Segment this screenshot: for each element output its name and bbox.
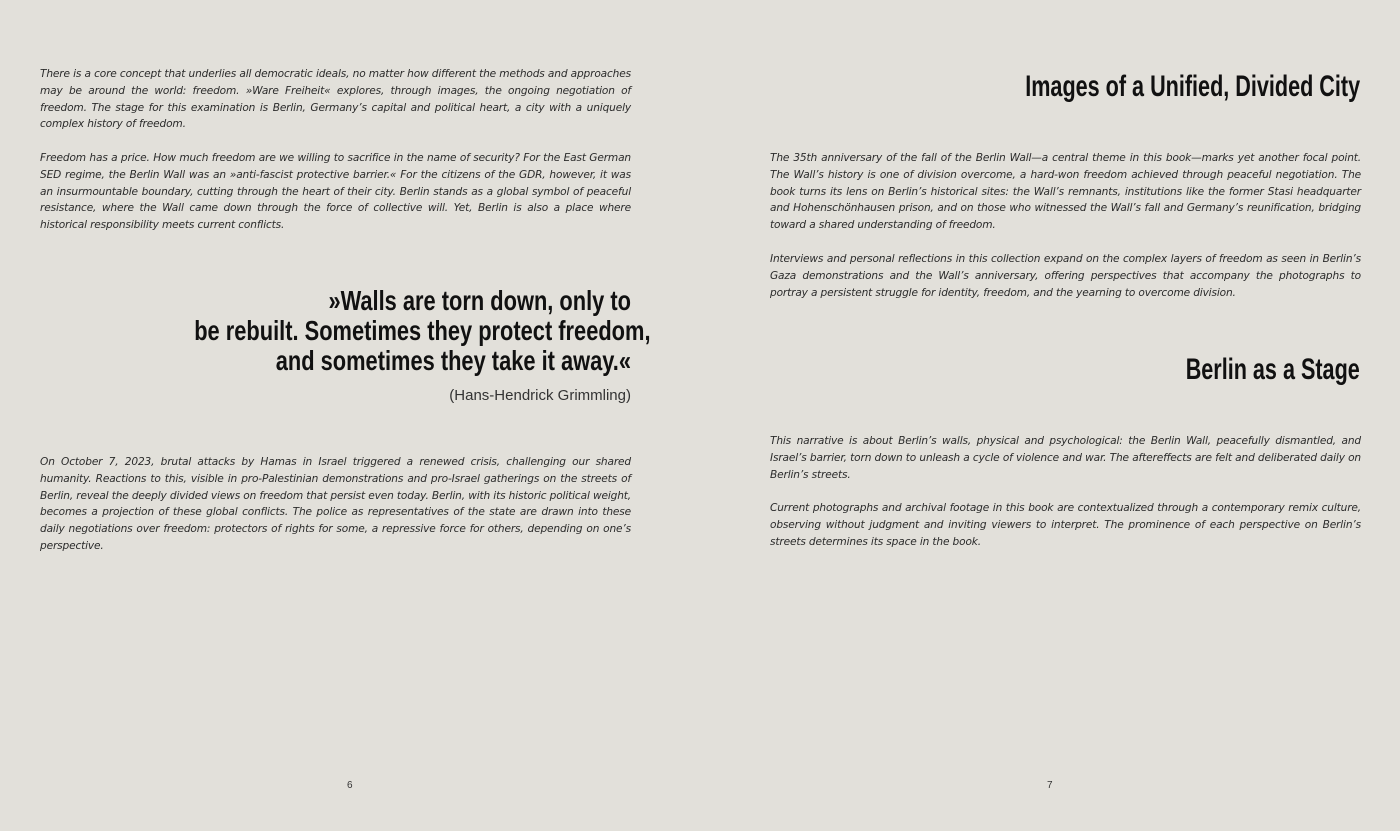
freedom-price-paragraph: Freedom has a price. How much freedom are we willing to sacrifice in the name of security? For the East German SED regime, the Berlin Wall was an »anti-fascist protective barrier.« For the citizens of the GDR, however, it was an insurmountable boundary, cutting through the heart of their city. Berlin stands as a global symbol of peaceful resistance, where the Wall came down through the force of collective will. Yet, Berlin is also a place where historical responsibility meets current conflicts. bbox=[40, 152, 631, 232]
october-paragraph: On October 7, 2023, brutal attacks by Hamas in Israel triggered a renewed crisis, challenging our shared humanity. Reactions to this, visible in pro-Palestinian demonstrations and pro-Israel gatherings on the streets of Berlin, reveal the deeply divided views on freedom that persist even today. Berlin, with its historic political weight, becomes a projection of these global conflicts. The police as representatives of the state are drawn into these daily negotiations over freedom: protectors of rights for some, a repressive force for others, depending on one’s perspective. bbox=[40, 456, 631, 552]
photographs-paragraph: Current photographs and archival footage in this book are contextualized through a contemporary remix culture, observing without judgment and inviting viewers to interpret. The prominence of each perspective on Berlin’s streets determines its space in the book. bbox=[770, 502, 1361, 548]
anniversary-paragraph: The 35th anniversary of the fall of the Berlin Wall—a central theme in this book—marks yet another focal point. The Wall’s history is one of division overcome, a hard-won freedom achieved through peaceful negotiation. The book turns its lens on Berlin’s historical sites: the Wall’s remnants, institutions like the former Stasi headquarter and Hohenschönhausen prison, and on those who witnessed the Wall’s fall and Germany’s reunification, bridging toward a shared understanding of freedom. bbox=[770, 152, 1361, 232]
interviews-paragraph: Interviews and personal reflections in this collection expand on the complex layers of freedom as seen in Berlin’s Gaza demonstrations and the Wall’s anniversary, offering perspectives that accompany the photographs to portray a persistent struggle for identity, freedom, and the yearning to overcome division. bbox=[770, 253, 1361, 299]
section-heading-unified-city: Images of a Unified, Divided City bbox=[1025, 70, 1360, 103]
quote-attribution: (Hans-Hendrick Grimmling) bbox=[449, 387, 631, 404]
page-number: 7 bbox=[1047, 780, 1053, 791]
intro-paragraph: There is a core concept that underlies all democratic ideals, no matter how different the methods and approaches may be around the world: freedom. »Ware Freiheit« explores, through images, the ongoing negotiation of freedom. The stage for this examination is Berlin, Germany’s capital and political heart, a city with a uniquely complex history of freedom. bbox=[40, 68, 631, 131]
section-heading-berlin-stage: Berlin as a Stage bbox=[1185, 353, 1360, 386]
quote-line: be rebuilt. Sometimes they protect freedom, bbox=[194, 315, 651, 346]
pull-quote bbox=[194, 285, 651, 376]
quote-line: and sometimes they take it away.« bbox=[275, 345, 631, 376]
right-page bbox=[700, 0, 1400, 831]
page-number: 6 bbox=[347, 780, 353, 791]
narrative-paragraph: This narrative is about Berlin’s walls, physical and psychological: the Berlin Wall, peacefully dismantled, and Israel’s barrier, torn down to unleash a cycle of violence and war. The aftereffects are felt and deliberated daily on Berlin’s streets. bbox=[770, 435, 1361, 481]
quote-line: »Walls are torn down, only to bbox=[328, 285, 631, 316]
